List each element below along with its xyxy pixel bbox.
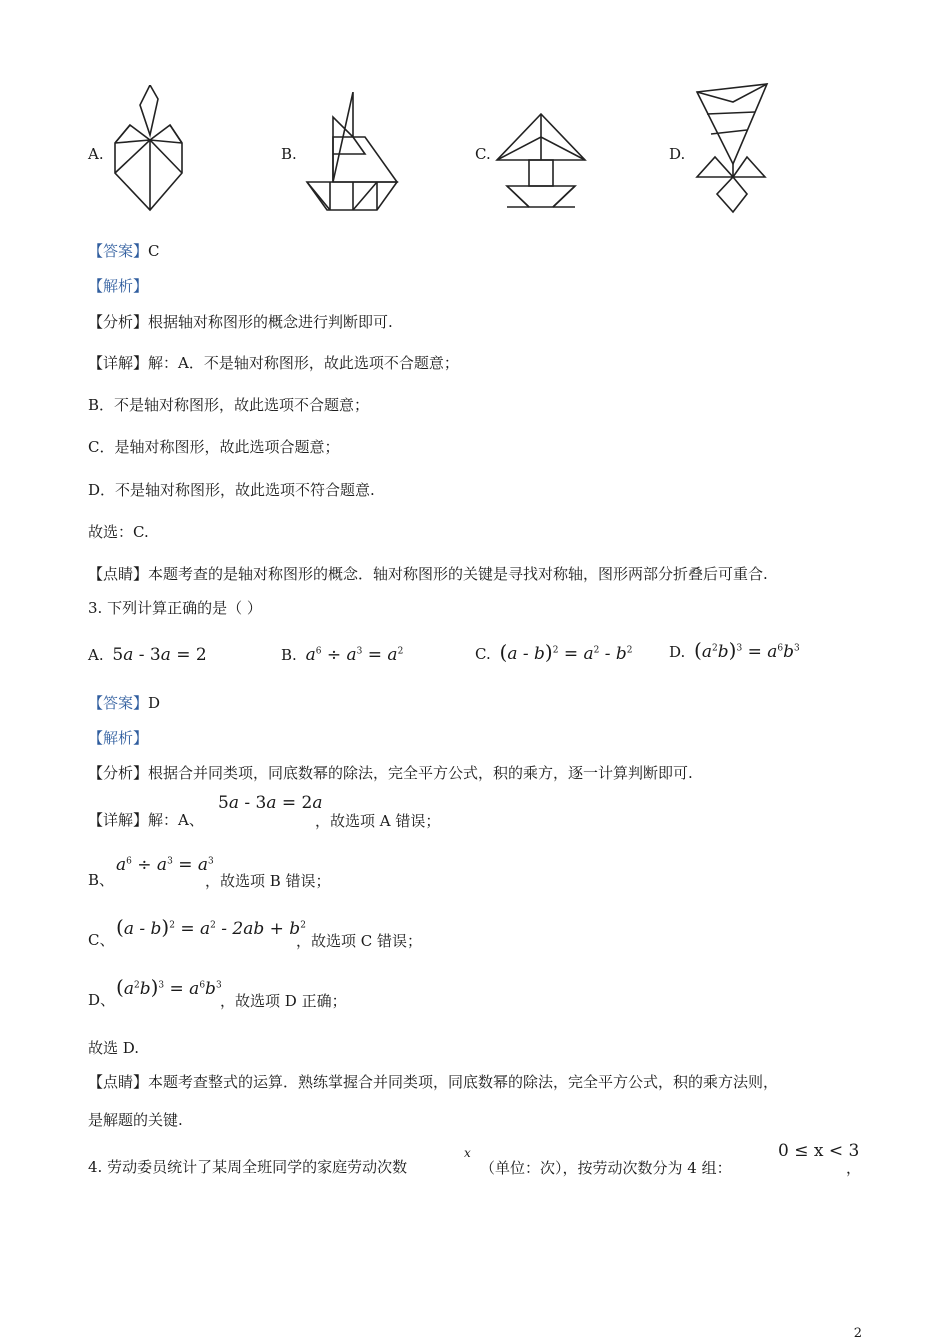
- q3-option-b-label: B.: [281, 646, 297, 664]
- q3-detail-a-formula: 5a - 3a = 2a: [218, 793, 323, 813]
- tangram-bird-shape-icon: [110, 85, 190, 215]
- answer-tag: 【答案】: [88, 694, 149, 712]
- analysis-tag: 【解析】: [88, 277, 149, 295]
- q3-detail-d: [88, 990, 115, 1010]
- q3-stem: 3. 下列计算正确的是（ ）: [88, 599, 262, 617]
- q4-comma: ，: [846, 1159, 862, 1177]
- q2-review-line: [88, 564, 768, 584]
- q2-answer-line: [88, 241, 160, 261]
- q3-detail-d-suffix: ，故选项 D 正确；: [220, 992, 347, 1010]
- q3-detail-b: [88, 870, 114, 890]
- q3-analysis-line: [88, 728, 148, 748]
- page-number: 2: [853, 1326, 862, 1341]
- q2-fenxi-line: [88, 312, 393, 332]
- q4-stem-part-2: （单位：次），按劳动次数分为 4 组：: [480, 1159, 732, 1177]
- answer-tag: 【答案】: [88, 242, 149, 260]
- detail-d-prefix: D、: [88, 991, 116, 1009]
- review-text: 本题考查的是轴对称图形的概念．轴对称图形的关键是寻找对称轴，图形两部分折叠后可重合.: [148, 565, 768, 583]
- q3-detail-a-suffix: ，故选项 A 错误；: [315, 812, 441, 830]
- q2-analysis-line: [88, 276, 148, 296]
- detail-tag: 【详解】: [88, 354, 149, 372]
- detail-a-prefix: 解：A、: [148, 811, 204, 829]
- fenxi-text: 根据轴对称图形的概念进行判断即可.: [148, 313, 393, 331]
- q3-detail-c: [88, 930, 114, 950]
- q3-option-d: D. $(a^2b)^3 = a^6b^3$: [669, 638, 800, 662]
- q3-review-line-2: 是解题的关键.: [88, 1111, 183, 1129]
- q3-answer-line: [88, 693, 160, 713]
- q3-detail-d-formula: $(a^2b)^3 = a^6b^3$: [116, 975, 222, 999]
- q2-detail-a: [88, 353, 459, 373]
- answer-value: D: [148, 694, 161, 712]
- q4-stem-part-1: 4. 劳动委员统计了某周全班同学的家庭劳动次数: [88, 1158, 408, 1176]
- fenxi-text: 根据合并同类项，同底数幂的除法，完全平方公式，积的乘方，逐一计算判断即可.: [148, 764, 693, 782]
- q2-choose: 故选：C.: [88, 523, 149, 541]
- q3-option-d-label: D.: [669, 643, 686, 661]
- tangram-flower-shape-icon: [695, 82, 770, 214]
- tangram-boat-shape-icon: [305, 92, 400, 212]
- tangram-basket-shape-icon: [495, 112, 587, 212]
- fenxi-tag: 【分析】: [88, 764, 149, 782]
- q3-fenxi-line: [88, 763, 693, 783]
- review-text-1: 本题考查整式的运算．熟练掌握合并同类项，同底数幂的除法，完全平方公式，积的乘方法则，: [148, 1073, 779, 1091]
- q3-detail-c-suffix: ，故选项 C 错误；: [296, 932, 423, 950]
- option-d-label: D.: [669, 145, 686, 163]
- q4-variable: x: [464, 1146, 471, 1160]
- q3-option-c: C. $(a - b)^2 = a^2 - b^2$: [475, 640, 633, 664]
- q3-review-line-1: [88, 1072, 778, 1092]
- q3-option-a-label: A.: [88, 646, 104, 664]
- q2-detail-d: D．不是轴对称图形，故此选项不符合题意.: [88, 481, 375, 499]
- option-b-label: B.: [281, 145, 297, 163]
- q3-detail-a: [88, 810, 204, 830]
- q3-detail-c-formula: $(a - b)^2 = a^2 - 2ab + b^2$: [116, 915, 306, 939]
- q3-option-a: A. 5a - 3a = 2: [88, 645, 207, 665]
- q2-detail-b: B．不是轴对称图形，故此选项不合题意；: [88, 396, 370, 414]
- q2-detail-c: C．是轴对称图形，故此选项合题意；: [88, 438, 340, 456]
- option-c-label: C.: [475, 145, 491, 163]
- q3-choose: 故选 D.: [88, 1039, 140, 1057]
- q3-detail-b-suffix: ，故选项 B 错误；: [205, 872, 331, 890]
- analysis-tag: 【解析】: [88, 729, 149, 747]
- q3-option-c-label: C.: [475, 645, 491, 663]
- detail-c-prefix: C、: [88, 931, 115, 949]
- review-tag: 【点睛】: [88, 1073, 149, 1091]
- detail-tag: 【详解】: [88, 811, 149, 829]
- review-tag: 【点睛】: [88, 565, 149, 583]
- fenxi-tag: 【分析】: [88, 313, 149, 331]
- detail-b-prefix: B、: [88, 871, 115, 889]
- option-a-label: A.: [88, 145, 104, 163]
- q4-range: 0 ≤ x < 3: [778, 1141, 860, 1161]
- q3-option-b: B. $a^6 \div a^3 = a^2$: [281, 645, 404, 665]
- q3-detail-b-formula: $a^6 \div a^3 = a^3$: [116, 855, 214, 875]
- detail-a-text: 解：A．不是轴对称图形，故此选项不合题意；: [148, 354, 459, 372]
- answer-value: C: [148, 242, 160, 260]
- q4-stem: [88, 1157, 407, 1177]
